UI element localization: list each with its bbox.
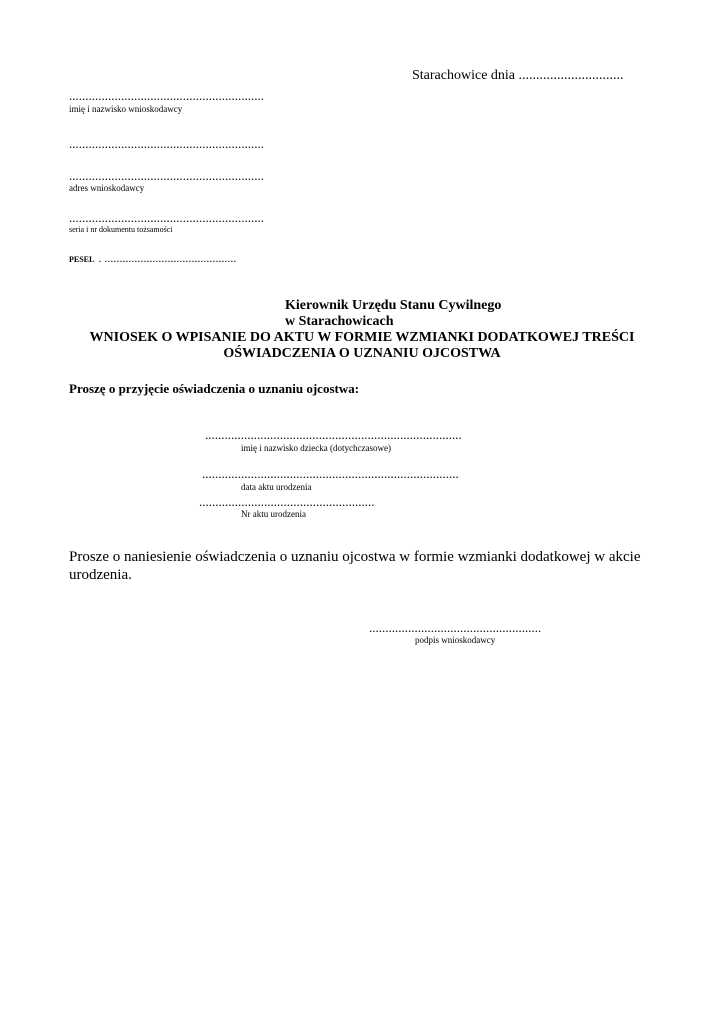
applicant-address-line[interactable]: ............................................................ — [69, 168, 264, 183]
signature-label: podpis wnioskodawcy — [415, 635, 496, 645]
applicant-blank-line[interactable]: ............................................................ — [69, 136, 264, 151]
applicant-address-label: adres wnioskodawcy — [69, 183, 145, 193]
body-text-line-1: Prosze o naniesienie oświadczenia o uznaniu ojcostwa w formie wzmianki dodatkowej w akcie — [69, 549, 641, 565]
pesel-label: PESEL — [69, 255, 95, 264]
signature-line[interactable]: ..................................................... — [369, 620, 542, 635]
pesel-line[interactable]: . ............................................ — [98, 251, 237, 265]
child-name-line[interactable]: ............................................................................... — [205, 427, 462, 442]
place-date: Starachowice dnia .............................. — [412, 68, 624, 83]
child-name-label: imię i nazwisko dziecka (dotychczasowe) — [241, 443, 391, 453]
title-line-1: WNIOSEK O WPISANIE DO AKTU W FORMIE WZMIANKI DODATKOWEJ TREŚCI — [89, 330, 635, 345]
birth-date-label: data aktu urodzenia — [241, 482, 312, 492]
applicant-id-line[interactable]: ............................................................ — [69, 210, 264, 225]
pesel-row — [69, 249, 236, 267]
addressee-line-2: w Starachowicach — [285, 314, 394, 329]
body-text-line-2: urodzenia. — [69, 567, 132, 583]
applicant-id-label: seria i nr dokumentu tożsamości — [69, 225, 173, 234]
birth-number-label: Nr aktu urodzenia — [241, 509, 306, 519]
birth-date-line[interactable]: ............................................................................... — [202, 466, 459, 481]
request-text: Proszę o przyjęcie oświadczenia o uznaniu ojcostwa: — [69, 381, 360, 396]
applicant-name-line[interactable]: ............................................................ — [69, 88, 264, 103]
addressee-line-1: Kierownik Urzędu Stanu Cywilnego — [285, 298, 502, 313]
title-line-2: OŚWIADCZENIA O UZNANIU OJCOSTWA — [223, 346, 501, 361]
birth-number-line[interactable]: ...................................................... — [199, 494, 375, 509]
applicant-name-label: imię i nazwisko wnioskodawcy — [69, 104, 183, 114]
